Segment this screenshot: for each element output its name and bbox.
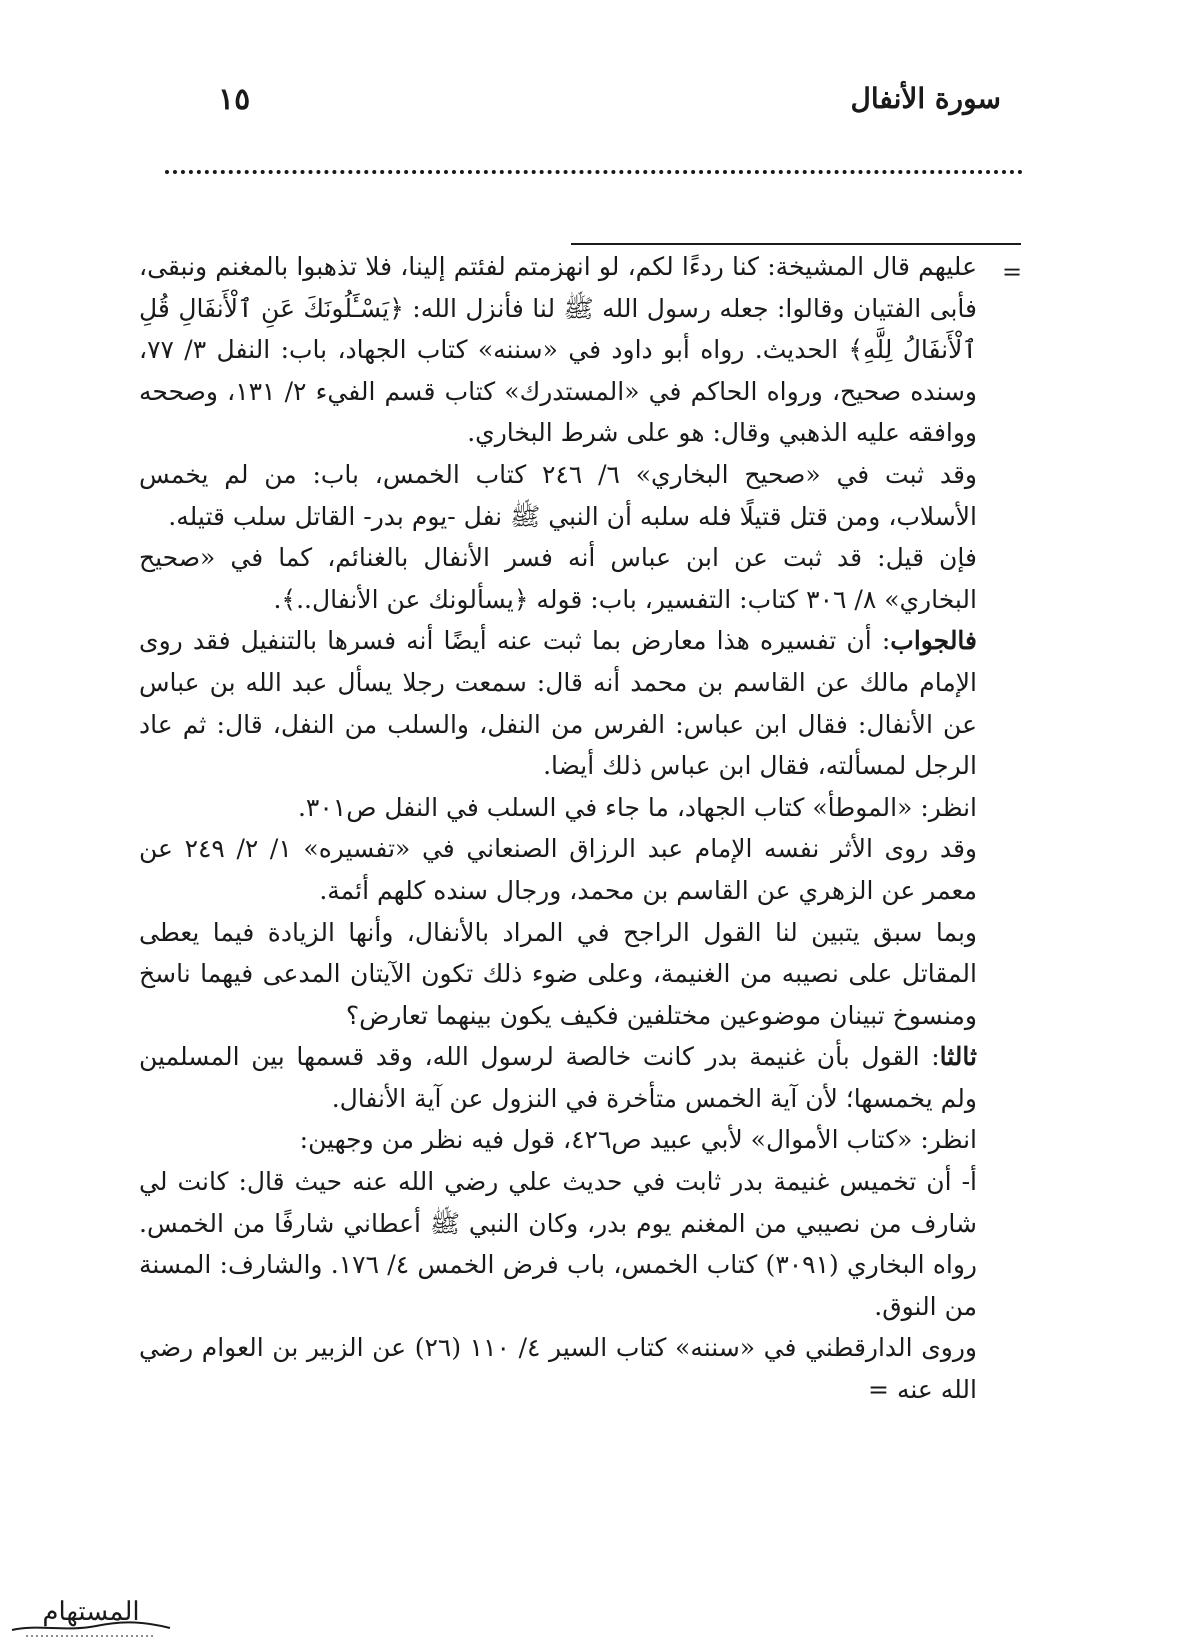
footnote-body: [139, 246, 977, 1411]
paragraph: [139, 454, 977, 537]
paragraph-lead: فالجواب: [890, 626, 977, 656]
paragraph: [139, 620, 977, 786]
paragraph: [139, 912, 977, 1037]
paragraph-text: وقد روى الأثر نفسه الإمام عبد الرزاق الصنعاني في «تفسيره» ١/ ٢/ ٢٤٩ عن معمر عن الزهري عن القاسم بن محمد، ورجال سنده كلهم أئمة.: [139, 834, 977, 905]
paragraph-text: فإن قيل: قد ثبت عن ابن عباس أنه فسر الأنفال بالغنائم، كما في «صحيح البخاري» ٨/ ٣٠٦ كتاب: التفسير، باب: قوله ﴿يسألونك عن الأنفال..﴾.: [139, 543, 977, 614]
paragraph-text: : القول بأن غنيمة بدر كانت خالصة لرسول الله، وقد قسمها بين المسلمين ولم يخمسها؛ لأن آية الخمس متأخرة في النزول عن آية الأنفال.: [139, 1042, 977, 1113]
paragraph: [139, 1161, 977, 1327]
paragraph: [139, 787, 977, 829]
footnote-separator-rule: [571, 243, 1021, 245]
paragraph: [139, 1327, 977, 1410]
paragraph: [139, 1119, 977, 1161]
paragraph-text: : أن تفسيره هذا معارض بما ثبت عنه أيضًا أنه فسرها بالتنفيل فقد روى الإمام مالك عن القاسم بن محمد أنه قال: سمعت رجلا يسأل عبد الله بن عباس عن الأنفال: فقال ابن عباس: الفرس من النفل، والسلب من النفل، قال: ثم عاد الرجل لمسألته، فقال ابن عباس ذلك أيضا.: [139, 626, 977, 781]
paragraph-lead: ثالثا: [939, 1042, 977, 1072]
paragraph-text: وبما سبق يتبين لنا القول الراجح في المراد بالأنفال، وأنها الزيادة فيما يعطى المقاتل على نصيبه من الغنيمة، وعلى ضوء ذلك تكون الآيتان المدعى فيهما ناسخ ومنسوخ تبينان موضوعين مختلفين فكيف يكون بينهما تعارض؟: [139, 917, 977, 1030]
paragraph-text: انظر: «الموطأ» كتاب الجهاد، ما جاء في السلب في النفل ص٣٠١.: [297, 792, 977, 822]
paragraph-text: وروى الدارقطني في «سننه» كتاب السير ٤/ ١١٠ (٢٦) عن الزبير بن العوام رضي الله عنه =: [139, 1333, 977, 1405]
continuation-mark: =: [1002, 258, 1023, 286]
header-dotted-divider: [165, 170, 1023, 174]
logo-text: المستهام: [42, 1597, 140, 1627]
page-number: ١٥: [218, 82, 251, 117]
paragraph: [139, 246, 977, 454]
paragraph: [139, 537, 977, 620]
paragraph: [139, 828, 977, 911]
paragraph-text: وقد ثبت في «صحيح البخاري» ٦/ ٢٤٦ كتاب الخمس، باب: من لم يخمس الأسلاب، ومن قتل قتيلًا فله سلبه أن النبي ﷺ نفل -يوم بدر- القاتل سلب قتيله.: [139, 459, 978, 531]
paragraph-text: انظر: «كتاب الأموال» لأبي عبيد ص٤٢٦، قول فيه نظر من وجهين:: [299, 1125, 977, 1155]
paragraph-text: عليهم قال المشيخة: كنا ردءًا لكم، لو انهزمتم لفئتم إلينا، فلا تذهبوا بالمغنم ونبقى، فأبى الفتيان وقالوا: جعله رسول الله ﷺ لنا فأنزل الله: ﴿يَسْـَٔلُونَكَ عَنِ ٱلْأَنفَالِ قُلِ ٱلْأَنفَالُ لِلَّهِ﴾ الحديث. رواه أبو داود في «سننه» كتاب الجهاد، باب: النفل ٣/ ٧٧، وسنده صحيح، ورواه الحاكم في «المستدرك» كتاب قسم الفيء ٢/ ١٣١، وصححه ووافقه عليه الذهبي وقال: هو على شرط البخاري.: [139, 252, 977, 448]
calligraphy-logo: [6, 1586, 176, 1642]
paragraph: [139, 1036, 977, 1119]
page-title: سورة الأنفال: [850, 82, 1001, 115]
paragraph-text: أ- أن تخميس غنيمة بدر ثابت في حديث علي رضي الله عنه حيث قال: كانت لي شارف من نصيبي من المغنم يوم بدر، وكان النبي ﷺ أعطاني شارفًا من الخمس. رواه البخاري (٣٠٩١) كتاب الخمس، باب فرض الخمس ٤/ ١٧٦. والشارف: المسنة من النوق.: [139, 1167, 978, 1321]
